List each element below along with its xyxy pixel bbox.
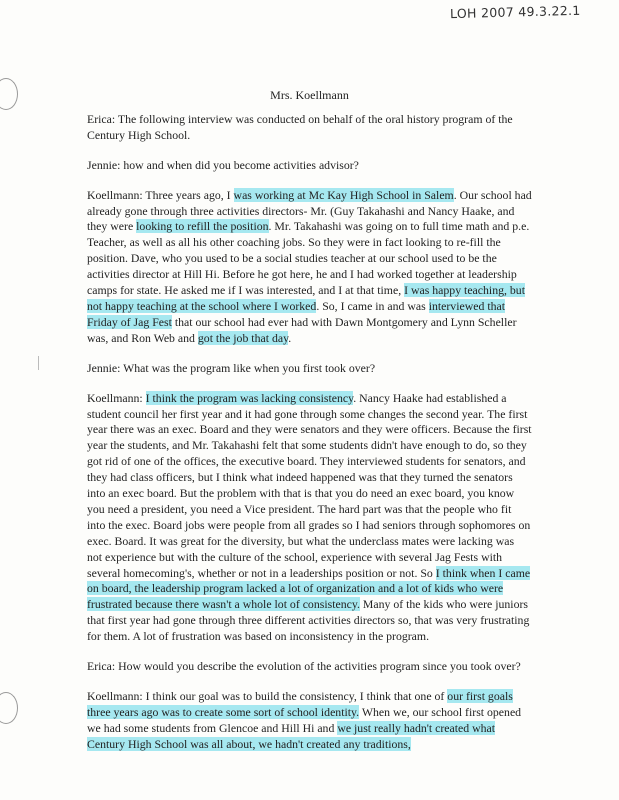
binder-hole-top xyxy=(0,78,18,110)
paragraph-text: When we, our school first opened we had some students from Glencoe and Hill Hi and xyxy=(87,704,522,735)
highlighted-text: I was happy teaching, but not happy teaching at the school where I worked xyxy=(87,283,525,313)
transcript-paragraph xyxy=(87,188,532,347)
highlighted-text: I think when I came on board, the leadership program lacked a lot of organization and a lot of kids who were frustrated because there wasn't a whole lot of consistency. xyxy=(87,565,531,612)
paragraph-text: that our school had ever had with Dawn Montgomery and Lynn Scheller was, and Ron Web and xyxy=(87,314,517,345)
highlighted-text: interviewed that Friday of Jag Fest xyxy=(87,298,506,329)
transcript-paragraph xyxy=(87,391,532,646)
highlighted-text: got the job that day xyxy=(197,330,289,345)
paragraph-text: . Our school had already gone through three activities directors- Mr. (Guy Takahashi and Nancy Haake, and they were xyxy=(87,187,532,234)
accession-number: LOH 2007 49.3.22.1 xyxy=(449,2,581,22)
transcript-paragraph xyxy=(87,158,532,174)
paragraph-text: Many of the kids who were juniors that first year had gone through three different activities directors so, that was very frustrating for them. A lot of frustration was based on inconsistency in the program. xyxy=(87,597,530,644)
paragraph-text: Jennie: how and when did you become activities advisor? xyxy=(87,157,359,172)
transcript-paragraph xyxy=(87,361,532,377)
highlighted-text: I think the program was lacking consistency xyxy=(145,390,354,405)
paragraph-text: Erica: The following interview was conducted on behalf of the oral history program of the Century High School. xyxy=(87,111,513,142)
paragraph-text: . So, I came in and was xyxy=(316,298,429,313)
paragraph-text: Koellmann: I think our goal was to build the consistency, I think that one of xyxy=(87,689,448,703)
transcript-paragraph xyxy=(87,659,532,675)
highlighted-text: we just really hadn't created what Century High School was all about, we hadn't created any traditions, xyxy=(87,720,496,751)
paragraph-text: . Nancy Haake had established a student council her first year and it had gone through some changes the second year. The first year there was an exec. Board and they were senators and they were officers. Because the first year the students, and Mr. Takahashi felt that some students didn't have enough to do, so they got rid of one of the offices, the executive board. They interviewed students for senators, and they had class officers, but I think what indeed happened was that they turned the senators into an exec board. But the problem with that is that you do need an exec board, you know you need a president, you need a Vice president. The hard part was that the people who fit into the exec. Board jobs were people from all grades so I had seniors through sophomores on exec. Board. It was great for the diversity, but what the underclass mates were lacking was not experience but with the culture of the school, experience with several Jag Fests with several homecoming's, whether or not in a leaderships position or not. So xyxy=(87,390,532,580)
highlighted-text: looking to refill the position xyxy=(136,219,269,234)
highlighted-text: was working at Mc Kay High School in Salem xyxy=(233,187,454,202)
paragraph-text: . Mr. Takahashi was going on to full time math and p.e. Teacher, as well as all his other coaching jobs. So they were in fact looking to re-fill the position. Dave, who you used to be a social studies teacher at our school used to be the activities director at Hill Hi. Before he got here, he and I had worked together at leadership camps for state. He asked me if I was interested, and I at that time, xyxy=(87,219,530,298)
paragraph-text: Jennie: What was the program like when you first took over? xyxy=(87,360,376,375)
transcript-page xyxy=(87,88,532,767)
transcript-paragraph xyxy=(87,689,532,753)
binder-hole-bottom xyxy=(0,692,18,724)
page-title: Mrs. Koellmann xyxy=(270,88,349,102)
transcript-paragraph xyxy=(87,112,532,144)
paragraph-text: Erica: How would you describe the evolution of the activities program since you took over? xyxy=(87,659,521,674)
margin-mark xyxy=(38,356,39,370)
paragraph-text: Koellmann: Three years ago, I xyxy=(87,187,234,202)
transcript-body xyxy=(87,112,532,753)
highlighted-text: our first goals three years ago was to create some sort of school identity. xyxy=(87,689,513,719)
paragraph-text: Koellmann: xyxy=(87,390,146,405)
paragraph-text: . xyxy=(288,330,292,345)
